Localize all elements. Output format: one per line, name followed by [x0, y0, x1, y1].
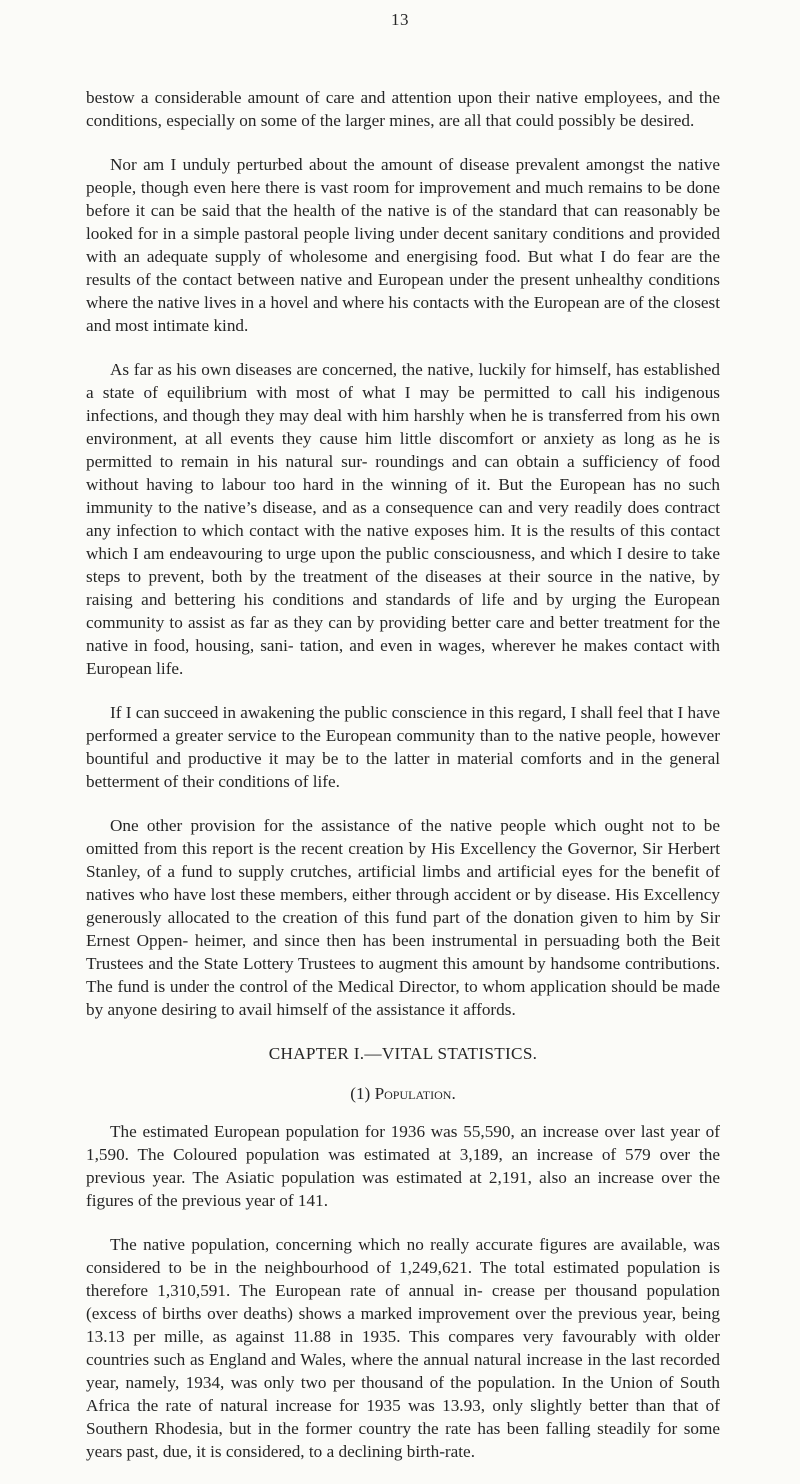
page-content	[86, 86, 720, 1484]
paragraph: One other provision for the assistance of the native people which ought not to be omitted from this report is the recent creation by His Excellency the Governor, Sir Herbert Stanley, of a fund to supply crutches, artificial limbs and artificial eyes for the benefit of natives who have lost these members, either through accident or by disease. His Excellency generously allocated to the creation of this fund part of the donation given to him by Sir Ernest Oppen- heimer, and since then has been instrumental in persuading both the Beit Trustees and the State Lottery Trustees to augment this amount by handsome contributions. The fund is under the control of the Medical Director, to whom application should be made by anyone desiring to avail himself of the assistance it affords.	[86, 816, 720, 1019]
paragraph: As far as his own diseases are concerned, the native, luckily for himself, has established a state of equilibrium with most of what I may be permitted to call his indigenous infections, and though they may deal with him harshly when he is transferred from his own environment, at all events they cause him little discomfort or anxiety as long as he is permitted to remain in his natural sur- roundings and can obtain a sufficiency of food without having to labour too hard in the winning of it. But the European has no such immunity to the native’s disease, and as a consequence can and very readily does contract any infection to which contact with the native exposes him. It is the results of this contact which I am endeavouring to urge upon the public consciousness, and which I desire to take steps to prevent, both by the treatment of the diseases at their source in the native, by raising and bettering his conditions and standards of life and by urging the European community to assist as far as they can by providing better care and better treatment for the native in food, housing, sani- tation, and even in wages, wherever he makes contact with European life.	[86, 360, 720, 678]
paragraph: If I can succeed in awakening the public conscience in this regard, I shall feel that I have performed a greater service to the European community than to the native people, however bountiful and productive it may be to the latter in material comforts and in the general betterment of their conditions of life.	[86, 703, 720, 791]
page-number: 13	[391, 10, 409, 29]
section-heading: (1) Population.	[350, 1084, 456, 1103]
paragraph: bestow a considerable amount of care and attention upon their native employees, and the conditions, especially on some of the larger mines, are all that could possibly be desired.	[86, 88, 720, 130]
paragraph: Nor am I unduly perturbed about the amount of disease prevalent amongst the native people, though even here there is vast room for improvement and much remains to be done before it can be said that the health of the native is of the standard that can reasonably be looked for in a simple pastoral people living under decent sanitary conditions and provided with an adequate supply of wholesome and energising food. But what I do fear are the results of the contact between native and European under the present unhealthy conditions where the native lives in a hovel and where his contacts with the European are of the closest and most intimate kind.	[86, 155, 720, 335]
paragraph: The native population, concerning which no really accurate figures are available, was considered to be in the neighbourhood of 1,249,621. The total estimated population is therefore 1,310,591. The European rate of annual in- crease per thousand population (excess of births over deaths) shows a marked improvement over the previous year, being 13.13 per mille, as against 11.88 in 1935. This compares very favourably with older countries such as England and Wales, where the annual natural increase in the last recorded year, namely, 1934, was only two per thousand of the population. In the Union of South Africa the rate of natural increase for 1935 was 13.93, only slightly better than that of Southern Rhodesia, but in the former country the rate has been falling steadily for some years past, due, it is considered, to a declining birth-rate.	[86, 1235, 720, 1461]
chapter-heading: CHAPTER I.—VITAL STATISTICS.	[268, 1044, 538, 1063]
paragraph: The estimated European population for 1936 was 55,590, an increase over last year of 1,590. The Coloured population was estimated at 3,189, an increase of 579 over the previous year. The Asiatic population was estimated at 2,191, also an increase over the figures of the previous year of 141.	[86, 1122, 720, 1210]
